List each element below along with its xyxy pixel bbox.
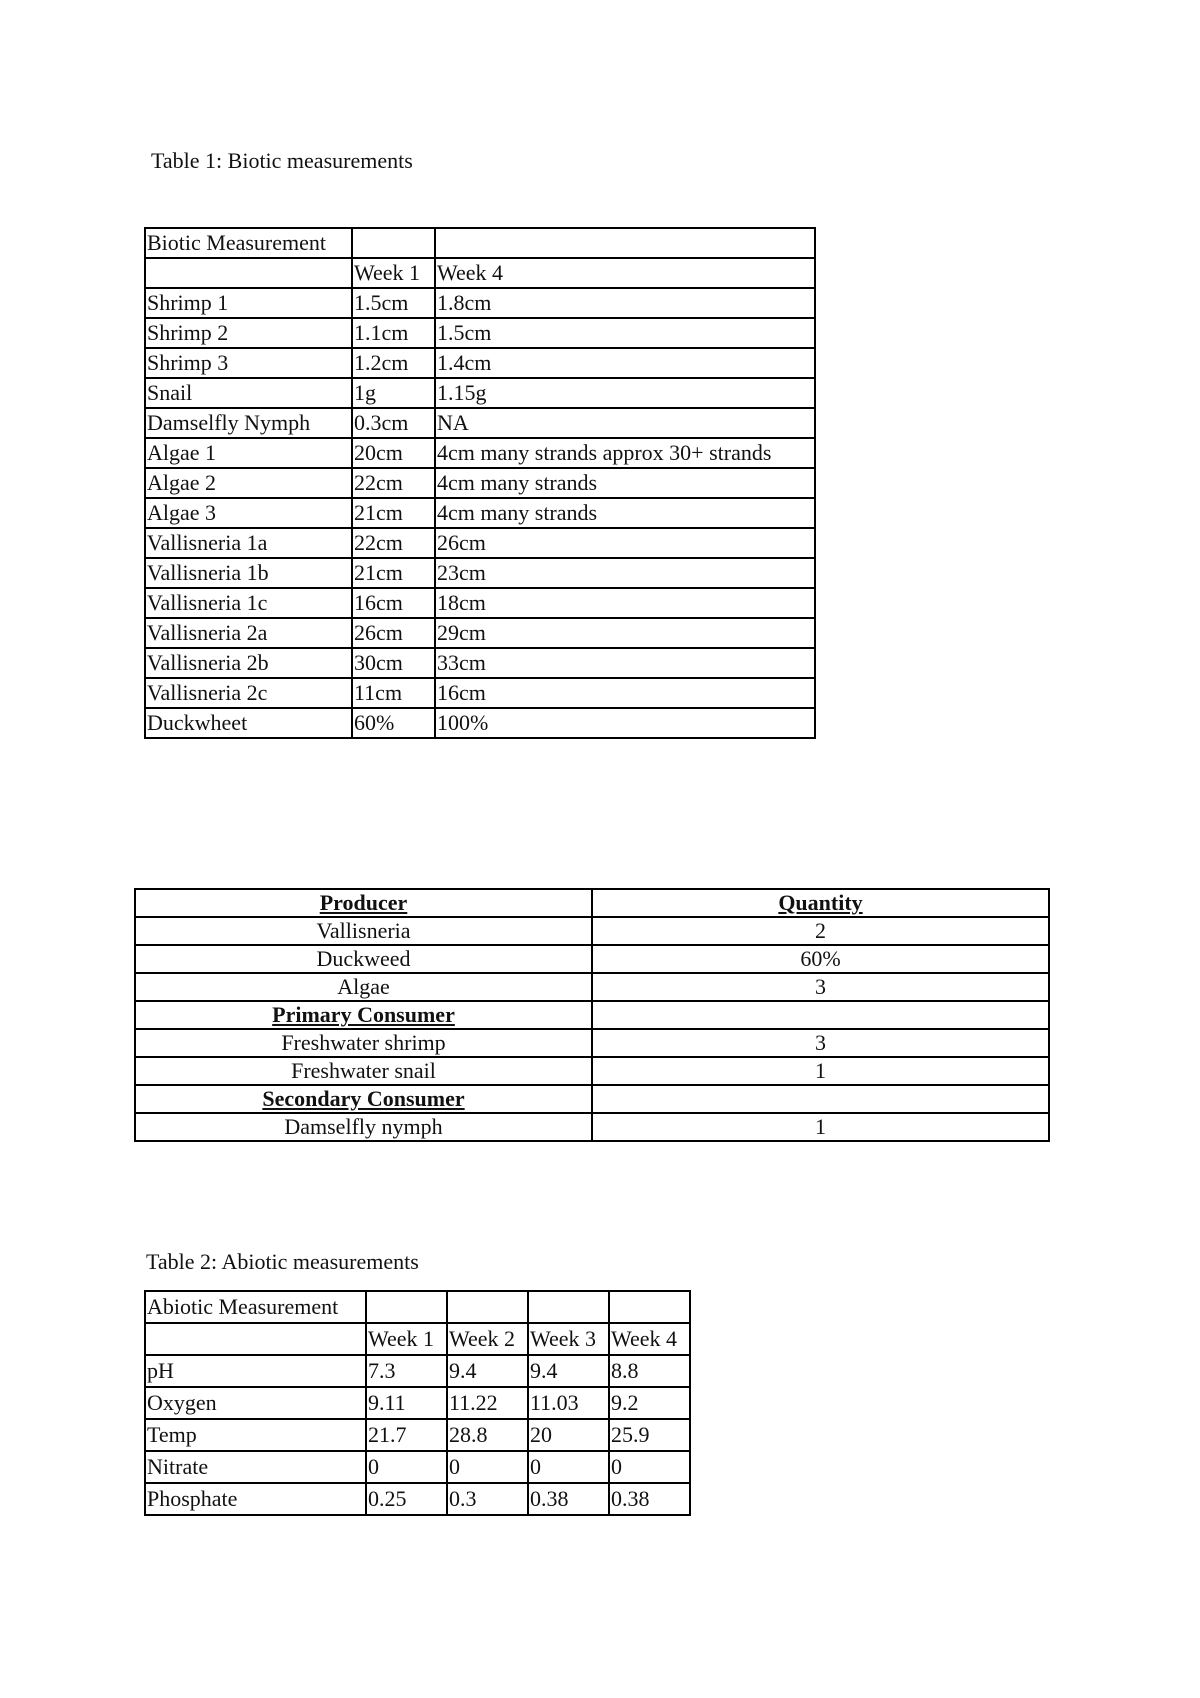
table-cell: 20 [528, 1419, 609, 1451]
table-cell: 4cm many strands approx 30+ strands [435, 438, 815, 468]
row-label: Vallisneria 1a [145, 528, 352, 558]
table-cell: 22cm [352, 528, 435, 558]
section-header-row [135, 889, 1049, 917]
row-label: Phosphate [145, 1483, 366, 1515]
table-cell [145, 1323, 366, 1355]
row-label: Vallisneria 1b [145, 558, 352, 588]
table-cell: 11cm [352, 678, 435, 708]
table-cell: 1.4cm [435, 348, 815, 378]
table-cell: 0 [447, 1451, 528, 1483]
row-label: Shrimp 3 [145, 348, 352, 378]
table-row [145, 678, 815, 708]
table-cell [145, 258, 352, 288]
table-row [145, 1355, 690, 1387]
row-label: Vallisneria 2c [145, 678, 352, 708]
table-cell: 0.3cm [352, 408, 435, 438]
table-cell: 1.8cm [435, 288, 815, 318]
row-label: Nitrate [145, 1451, 366, 1483]
table-header-label: Abiotic Measurement [145, 1291, 366, 1323]
organism-name: Freshwater shrimp [135, 1029, 592, 1057]
table-cell: 0.38 [609, 1483, 690, 1515]
section-header: Primary Consumer [135, 1001, 592, 1029]
table-cell: 0 [528, 1451, 609, 1483]
column-header: Week 1 [366, 1323, 447, 1355]
table-row [145, 648, 815, 678]
table-header-label: Biotic Measurement [145, 228, 352, 258]
row-label: Vallisneria 2b [145, 648, 352, 678]
table-cell: 9.4 [447, 1355, 528, 1387]
table-cell: 9.11 [366, 1387, 447, 1419]
table-cell: 16cm [352, 588, 435, 618]
table-cell: 8.8 [609, 1355, 690, 1387]
table-cell [609, 1291, 690, 1323]
quantity-header: Quantity [592, 889, 1049, 917]
table-cell: 22cm [352, 468, 435, 498]
quantity-value: 2 [592, 917, 1049, 945]
organism-name: Vallisneria [135, 917, 592, 945]
row-label: Vallisneria 1c [145, 588, 352, 618]
table-header-row [145, 1291, 690, 1323]
table-cell: 20cm [352, 438, 435, 468]
table-cell: 16cm [435, 678, 815, 708]
section-header: Producer [135, 889, 592, 917]
table-cell [435, 228, 815, 258]
table-cell: 11.03 [528, 1387, 609, 1419]
table-row [135, 1057, 1049, 1085]
table-cell: 26cm [352, 618, 435, 648]
table-row [135, 973, 1049, 1001]
row-label: Algae 1 [145, 438, 352, 468]
table-row [145, 1451, 690, 1483]
table-cell: 9.4 [528, 1355, 609, 1387]
table-cell: 100% [435, 708, 815, 738]
quantity-value: 3 [592, 1029, 1049, 1057]
trophic-levels-table [134, 888, 1050, 1142]
section-header-row [135, 1001, 1049, 1029]
table-cell: 21cm [352, 558, 435, 588]
table-column-header-row [145, 1323, 690, 1355]
table-cell [447, 1291, 528, 1323]
row-label: Damselfly Nymph [145, 408, 352, 438]
row-label: pH [145, 1355, 366, 1387]
table-row [145, 1419, 690, 1451]
row-label: Algae 2 [145, 468, 352, 498]
quantity-value: 1 [592, 1113, 1049, 1141]
table-row [145, 318, 815, 348]
table-cell: 1.5cm [352, 288, 435, 318]
row-label: Vallisneria 2a [145, 618, 352, 648]
table-cell [366, 1291, 447, 1323]
row-label: Temp [145, 1419, 366, 1451]
table-cell: 21cm [352, 498, 435, 528]
table-cell: 9.2 [609, 1387, 690, 1419]
table-row [145, 558, 815, 588]
table1-caption: Table 1: Biotic measurements [151, 148, 413, 173]
row-label: Duckwheet [145, 708, 352, 738]
table-row [145, 438, 815, 468]
table-cell: 23cm [435, 558, 815, 588]
table-cell: 25.9 [609, 1419, 690, 1451]
table-cell: 4cm many strands [435, 468, 815, 498]
table-cell: 29cm [435, 618, 815, 648]
table-column-header-row [145, 258, 815, 288]
table-row [145, 528, 815, 558]
table-cell: 30cm [352, 648, 435, 678]
table-cell [352, 228, 435, 258]
table-cell: 1.2cm [352, 348, 435, 378]
table-row [145, 348, 815, 378]
table-row [145, 1483, 690, 1515]
table-row [145, 588, 815, 618]
table-row [145, 618, 815, 648]
table-cell: 0.25 [366, 1483, 447, 1515]
column-header: Week 3 [528, 1323, 609, 1355]
table-cell: 7.3 [366, 1355, 447, 1387]
table-cell: 0 [609, 1451, 690, 1483]
table-cell: 60% [352, 708, 435, 738]
table-row [135, 945, 1049, 973]
quantity-header [592, 1085, 1049, 1113]
table-row [135, 1113, 1049, 1141]
table-cell: 1.5cm [435, 318, 815, 348]
table-row [145, 1387, 690, 1419]
table-cell: 26cm [435, 528, 815, 558]
table-cell: 11.22 [447, 1387, 528, 1419]
table-row [145, 498, 815, 528]
table-row [145, 468, 815, 498]
table-cell: 0 [366, 1451, 447, 1483]
table-cell: 21.7 [366, 1419, 447, 1451]
table-cell: 18cm [435, 588, 815, 618]
column-header: Week 4 [435, 258, 815, 288]
table-cell: 1.1cm [352, 318, 435, 348]
organism-name: Algae [135, 973, 592, 1001]
table-cell: 33cm [435, 648, 815, 678]
table-row [135, 917, 1049, 945]
column-header: Week 4 [609, 1323, 690, 1355]
abiotic-measurements-table [144, 1290, 691, 1516]
table-cell: 1.15g [435, 378, 815, 408]
organism-name: Duckweed [135, 945, 592, 973]
table-row [145, 408, 815, 438]
organism-name: Damselfly nymph [135, 1113, 592, 1141]
table-cell: 0.3 [447, 1483, 528, 1515]
row-label: Shrimp 1 [145, 288, 352, 318]
row-label: Oxygen [145, 1387, 366, 1419]
quantity-value: 1 [592, 1057, 1049, 1085]
section-header: Secondary Consumer [135, 1085, 592, 1113]
table-row [145, 708, 815, 738]
row-label: Snail [145, 378, 352, 408]
table-row [145, 378, 815, 408]
column-header: Week 2 [447, 1323, 528, 1355]
biotic-measurements-table [144, 227, 816, 739]
table-cell: NA [435, 408, 815, 438]
row-label: Algae 3 [145, 498, 352, 528]
organism-name: Freshwater snail [135, 1057, 592, 1085]
table-cell: 1g [352, 378, 435, 408]
column-header: Week 1 [352, 258, 435, 288]
table-cell [528, 1291, 609, 1323]
section-header-row [135, 1085, 1049, 1113]
table-header-row [145, 228, 815, 258]
table-row [135, 1029, 1049, 1057]
table-row [145, 288, 815, 318]
table-cell: 4cm many strands [435, 498, 815, 528]
quantity-header [592, 1001, 1049, 1029]
table-cell: 28.8 [447, 1419, 528, 1451]
quantity-value: 3 [592, 973, 1049, 1001]
quantity-value: 60% [592, 945, 1049, 973]
row-label: Shrimp 2 [145, 318, 352, 348]
table-cell: 0.38 [528, 1483, 609, 1515]
table2-caption: Table 2: Abiotic measurements [146, 1249, 419, 1274]
